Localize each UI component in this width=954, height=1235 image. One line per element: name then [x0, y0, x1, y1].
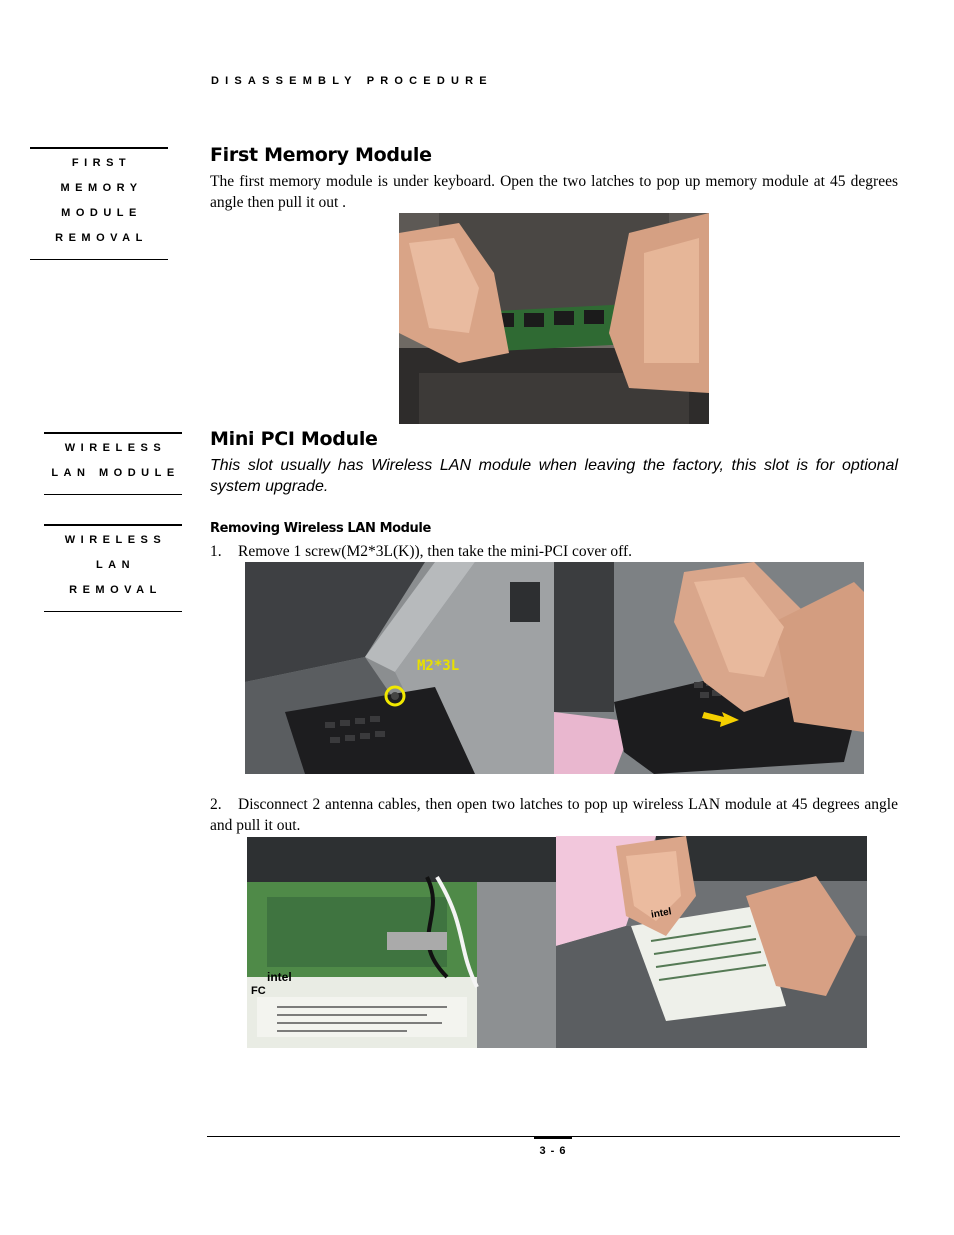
step-1 — [210, 541, 898, 562]
sidebar-wireless-lan-module — [44, 432, 182, 495]
memory-module-photo — [399, 213, 709, 424]
module-fcc-mark: FC — [251, 985, 266, 997]
mini-pci-screw-photo — [245, 562, 554, 774]
sidebar-wireless-lan-removal — [44, 524, 182, 612]
module-intel-logo: intel — [267, 970, 292, 984]
step-2 — [210, 794, 898, 836]
section-title-mini-pci: Mini PCI Module — [210, 428, 378, 450]
subsection-title-removing-wlan: Removing Wireless LAN Module — [210, 521, 431, 536]
sidebar-line: WIRELESS — [64, 534, 167, 546]
wireless-lan-removal-photo — [556, 836, 867, 1048]
step-1-number: 1. — [210, 543, 222, 560]
memory-instructions: The first memory module is under keyboard. Open the two latches to pop up memory module at 45 degrees angle then pull it out . — [210, 173, 898, 211]
sidebar-line: MEMORY — [60, 182, 143, 194]
module-intel-logo: intel — [650, 906, 673, 921]
screw-label: M2*3L — [417, 658, 460, 674]
sidebar-line: FIRST — [71, 157, 132, 169]
step-1-text: Remove 1 screw(M2*3L(K)), then take the mini-PCI cover off. — [238, 543, 632, 560]
antenna-cables-photo — [247, 837, 556, 1048]
mini-pci-cover-removal-photo — [554, 562, 864, 774]
sidebar-line: REMOVAL — [69, 584, 162, 596]
step-2-number: 2. — [210, 796, 222, 813]
sidebar-line: LAN — [95, 559, 136, 571]
sidebar-line: REMOVAL — [55, 232, 148, 244]
running-header: DISASSEMBLY PROCEDURE — [211, 75, 493, 87]
sidebar-line: LAN MODULE — [51, 467, 180, 479]
step-2-text: Disconnect 2 antenna cables, then open two latches to pop up wireless LAN module at 45 degrees angle and pull it out. — [210, 796, 898, 834]
mini-pci-note: This slot usually has Wireless LAN module when leaving the factory, this slot is for optional system upgrade. — [210, 457, 898, 495]
page-number: 3 - 6 — [539, 1145, 567, 1157]
page-number-rule — [534, 1136, 572, 1139]
section-title-memory: First Memory Module — [210, 144, 432, 166]
sidebar-line: WIRELESS — [64, 442, 167, 454]
sidebar-memory-removal — [30, 147, 168, 260]
sidebar-line: MODULE — [61, 207, 142, 219]
